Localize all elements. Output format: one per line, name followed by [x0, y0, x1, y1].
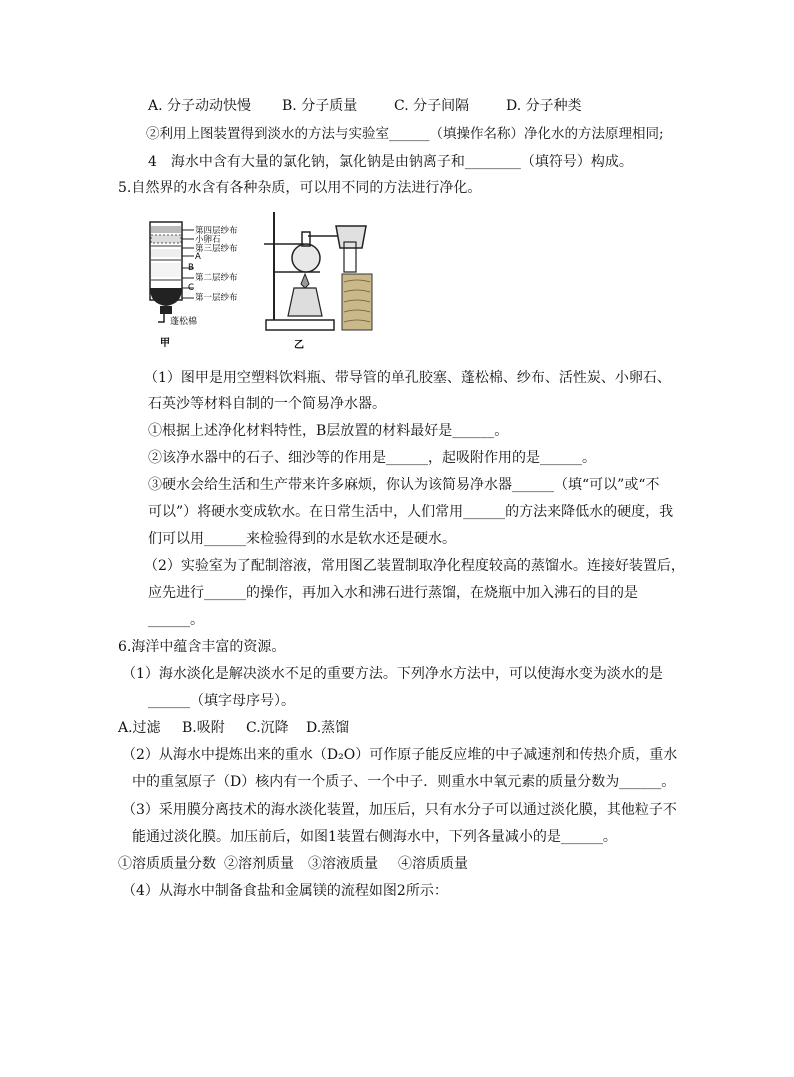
label-cotton: 蓬松棉: [170, 317, 198, 327]
q5-p1-c2: 可以”）将硬水变成软水。在日常生活中，人们常用______的方法来降低水的硬度，我: [148, 504, 674, 520]
label-gauze-4: 第四层纱布: [195, 226, 238, 236]
q5-p2-line3: ______。: [148, 612, 204, 628]
label-gauze-1: 第一层纱布: [195, 293, 238, 303]
option-d: D. 分子种类: [506, 98, 582, 114]
q4-sub4: 4 海水中含有大量的氯化钠，氯化钠是由钠离子和________（填符号）构成。: [148, 154, 633, 170]
q6-p1-line1: （1）海水淡化是解决淡水不足的重要方法。下列净水方法中，可以使海水变为淡水的是: [122, 666, 663, 682]
layer-gauze-4: [151, 226, 181, 233]
label-pebbles: 小卵石: [195, 235, 221, 245]
flask: [292, 244, 320, 272]
label-c: C: [188, 283, 194, 293]
q6-p3-line1: （3）采用膜分离技术的海水淡化装置，加压后，只有水分子可以通过淡化膜，其他粒子不: [122, 802, 677, 818]
q6-p2-line1: （2）从海水中提炼出来的重水（D₂O）可作原子能反应堆的中子减速剂和传热介质，重水: [122, 747, 678, 763]
q5-p1-b: ②该净水器中的石子、细沙等的作用是______，起吸附作用的是______。: [148, 450, 596, 466]
q5-p1-line1: （1）图甲是用空塑料饮料瓶、带导管的单孔胶塞、蓬松棉、纱布、活性炭、小卵石、: [144, 370, 671, 386]
q6-option-c: C.沉降: [246, 720, 289, 736]
layer-a: [151, 249, 181, 257]
q4-sub2: ②利用上图装置得到淡水的方法与实验室______（填操作名称）净化水的方法原理相同;: [146, 126, 664, 142]
receiving-beaker: [336, 226, 366, 248]
flame: [301, 274, 309, 288]
q6-p1-line2: ______（填字母序号）。: [148, 693, 295, 709]
q6-p2-line2: 中的重氢原子（D）核内有一个质子、一个中子．则重水中氧元素的质量分数为______。: [132, 774, 676, 790]
option-a: A. 分子动动快慢: [148, 98, 252, 114]
q5-p1-c3: 们可以用______来检验得到的水是软水还是硬水。: [148, 531, 456, 547]
figure-jia-water-purifier: [146, 218, 266, 354]
layer-pebbles: [151, 235, 181, 243]
q5-title: 5.自然界的水含有各种杂质，可以用不同的方法进行净化。: [118, 180, 482, 196]
figure-yi-distillation: [262, 208, 382, 358]
q6-p3-option-4: ④溶质质量: [398, 856, 468, 872]
q6-p3-option-2: ②溶剂质量: [224, 856, 294, 872]
stand-base: [266, 320, 334, 330]
option-b: B. 分子质量: [282, 98, 358, 114]
label-gauze-2: 第二层纱布: [195, 273, 238, 283]
q6-p4: （4）从海水中制备食盐和金属镁的流程如图2所示：: [122, 883, 448, 899]
q6-option-d: D.蒸馏: [306, 720, 350, 736]
q4-options-row: [148, 96, 582, 116]
q6-p3-option-1: ①溶质质量分数: [118, 856, 216, 872]
q5-p2-line1: （2）实验室为了配制溶液，常用图乙装置制取净化程度较高的蒸馏水。连接好装置后，: [144, 558, 685, 574]
q6-p3-line2: 能通过淡化膜。加压前后，如图1装置右侧海水中，下列各量减小的是______。: [132, 829, 617, 845]
q6-p1-options: [118, 718, 349, 738]
label-gauze-3: 第三层纱布: [195, 244, 238, 254]
outlet-tube: [158, 314, 164, 322]
q6-title: 6.海洋中蕴含丰富的资源。: [118, 639, 286, 655]
caption-yi: 乙: [294, 340, 304, 351]
q5-p1-a: ①根据上述净化材料特性，B层放置的材料最好是______。: [148, 423, 509, 439]
label-b: B: [188, 263, 194, 273]
q6-option-b: B.吸附: [182, 720, 225, 736]
q6-p3-options: [118, 854, 468, 874]
q6-option-a: A.过滤: [118, 720, 161, 736]
option-c: C. 分子间隔: [394, 98, 470, 114]
q5-p2-line2: 应先进行______的操作，再加入水和沸石进行蒸馏，在烧瓶中加入沸石的目的是: [148, 585, 638, 601]
lamp: [288, 288, 322, 316]
layer-c-dark: [150, 288, 182, 306]
caption-jia: 甲: [160, 338, 170, 349]
q6-p3-option-3: ③溶液质量: [308, 856, 378, 872]
layer-b: [151, 263, 181, 277]
stopper: [160, 306, 172, 314]
label-a: A: [195, 252, 201, 262]
q5-p1-c1: ③硬水会给生活和生产带来许多麻烦，你认为该简易净水器______（填“可以”或“不: [148, 477, 660, 493]
q5-p1-line2: 石英沙等材料自制的一个简易净水器。: [148, 396, 386, 412]
